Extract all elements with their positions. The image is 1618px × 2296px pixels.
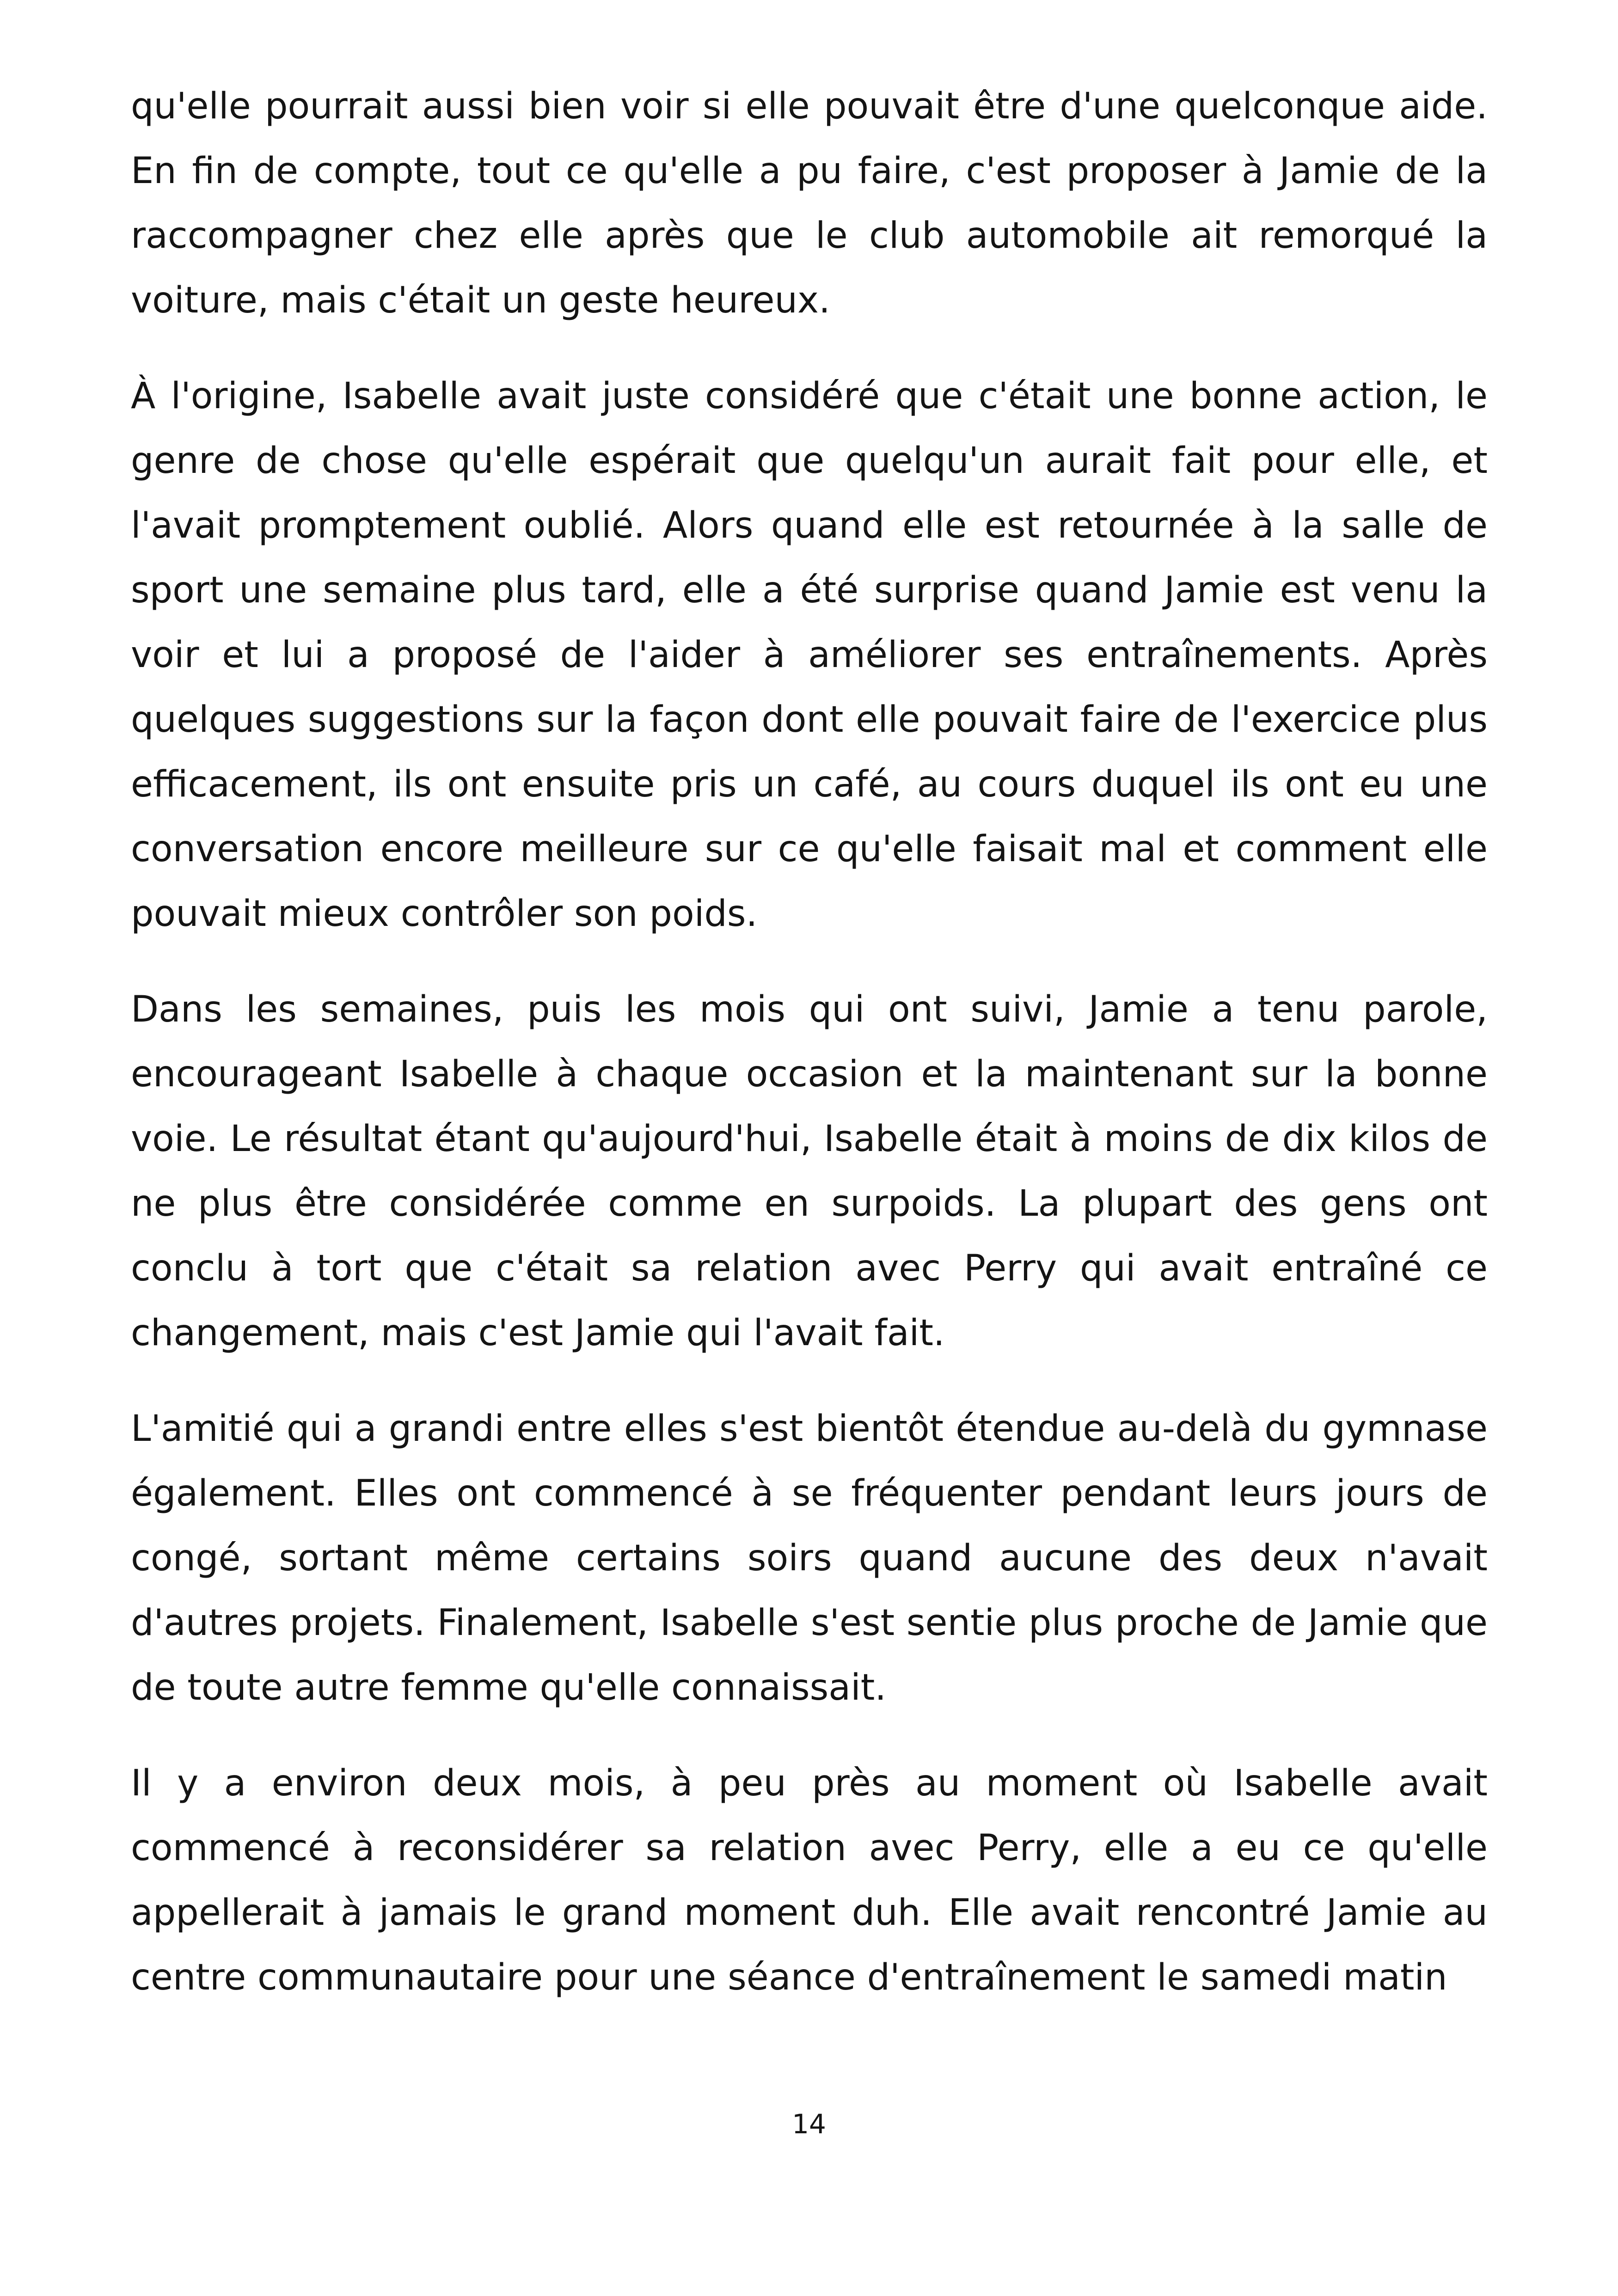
paragraph-3: Dans les semaines, puis les mois qui ont suivi, Jamie a tenu parole, encourageant Isabelle à chaque occasion et la maintenant sur la bonne voie. Le résultat étant qu'aujourd'hui, Isabelle était à moins de dix kilos de ne plus être considérée comme en surpoids. La plupart des gens ont conclu à tort que c'était sa relation avec Perry qui avait entraîné ce changement, mais c'est Jamie qui l'avait fait. bbox=[131, 989, 1488, 1354]
paragraph-4: L'amitié qui a grandi entre elles s'est bientôt étendue au-delà du gymnase également. Elles ont commencé à se fréquenter pendant leurs jours de congé, sortant même certains soirs quand aucune des deux n'avait d'autres projets. Finalement, Isabelle s'est sentie plus proche de Jamie que de toute autre femme qu'elle connaissait. bbox=[131, 1408, 1488, 1708]
paragraph-2: À l'origine, Isabelle avait juste considéré que c'était une bonne action, le genre de chose qu'elle espérait que quelqu'un aurait fait pour elle, et l'avait promptement oublié. Alors quand elle est retournée à la salle de sport une semaine plus tard, elle a été surprise quand Jamie est venu la voir et lui a proposé de l'aider à améliorer ses entraînements. Après quelques suggestions sur la façon dont elle pouvait faire de l'exercice plus efficacement, ils ont ensuite pris un café, au cours duquel ils ont eu une conversation encore meilleure sur ce qu'elle faisait mal et comment elle pouvait mieux contrôler son poids. bbox=[131, 375, 1488, 935]
page-number: 14 bbox=[792, 2108, 826, 2140]
paragraph-5: Il y a environ deux mois, à peu près au moment où Isabelle avait commencé à reconsidérer sa relation avec Perry, elle a eu ce qu'elle appellerait à jamais le grand moment duh. Elle avait rencontré Jamie au centre communautaire pour une séance d'entraînement le samedi matin bbox=[131, 1763, 1488, 1998]
body-text bbox=[131, 74, 1488, 2010]
paragraph-1: qu'elle pourrait aussi bien voir si elle pouvait être d'une quelconque aide. En fin de compte, tout ce qu'elle a pu faire, c'est proposer à Jamie de la raccompagner chez elle après que le club automobile ait remorqué la voiture, mais c'était un geste heureux. bbox=[131, 86, 1488, 321]
